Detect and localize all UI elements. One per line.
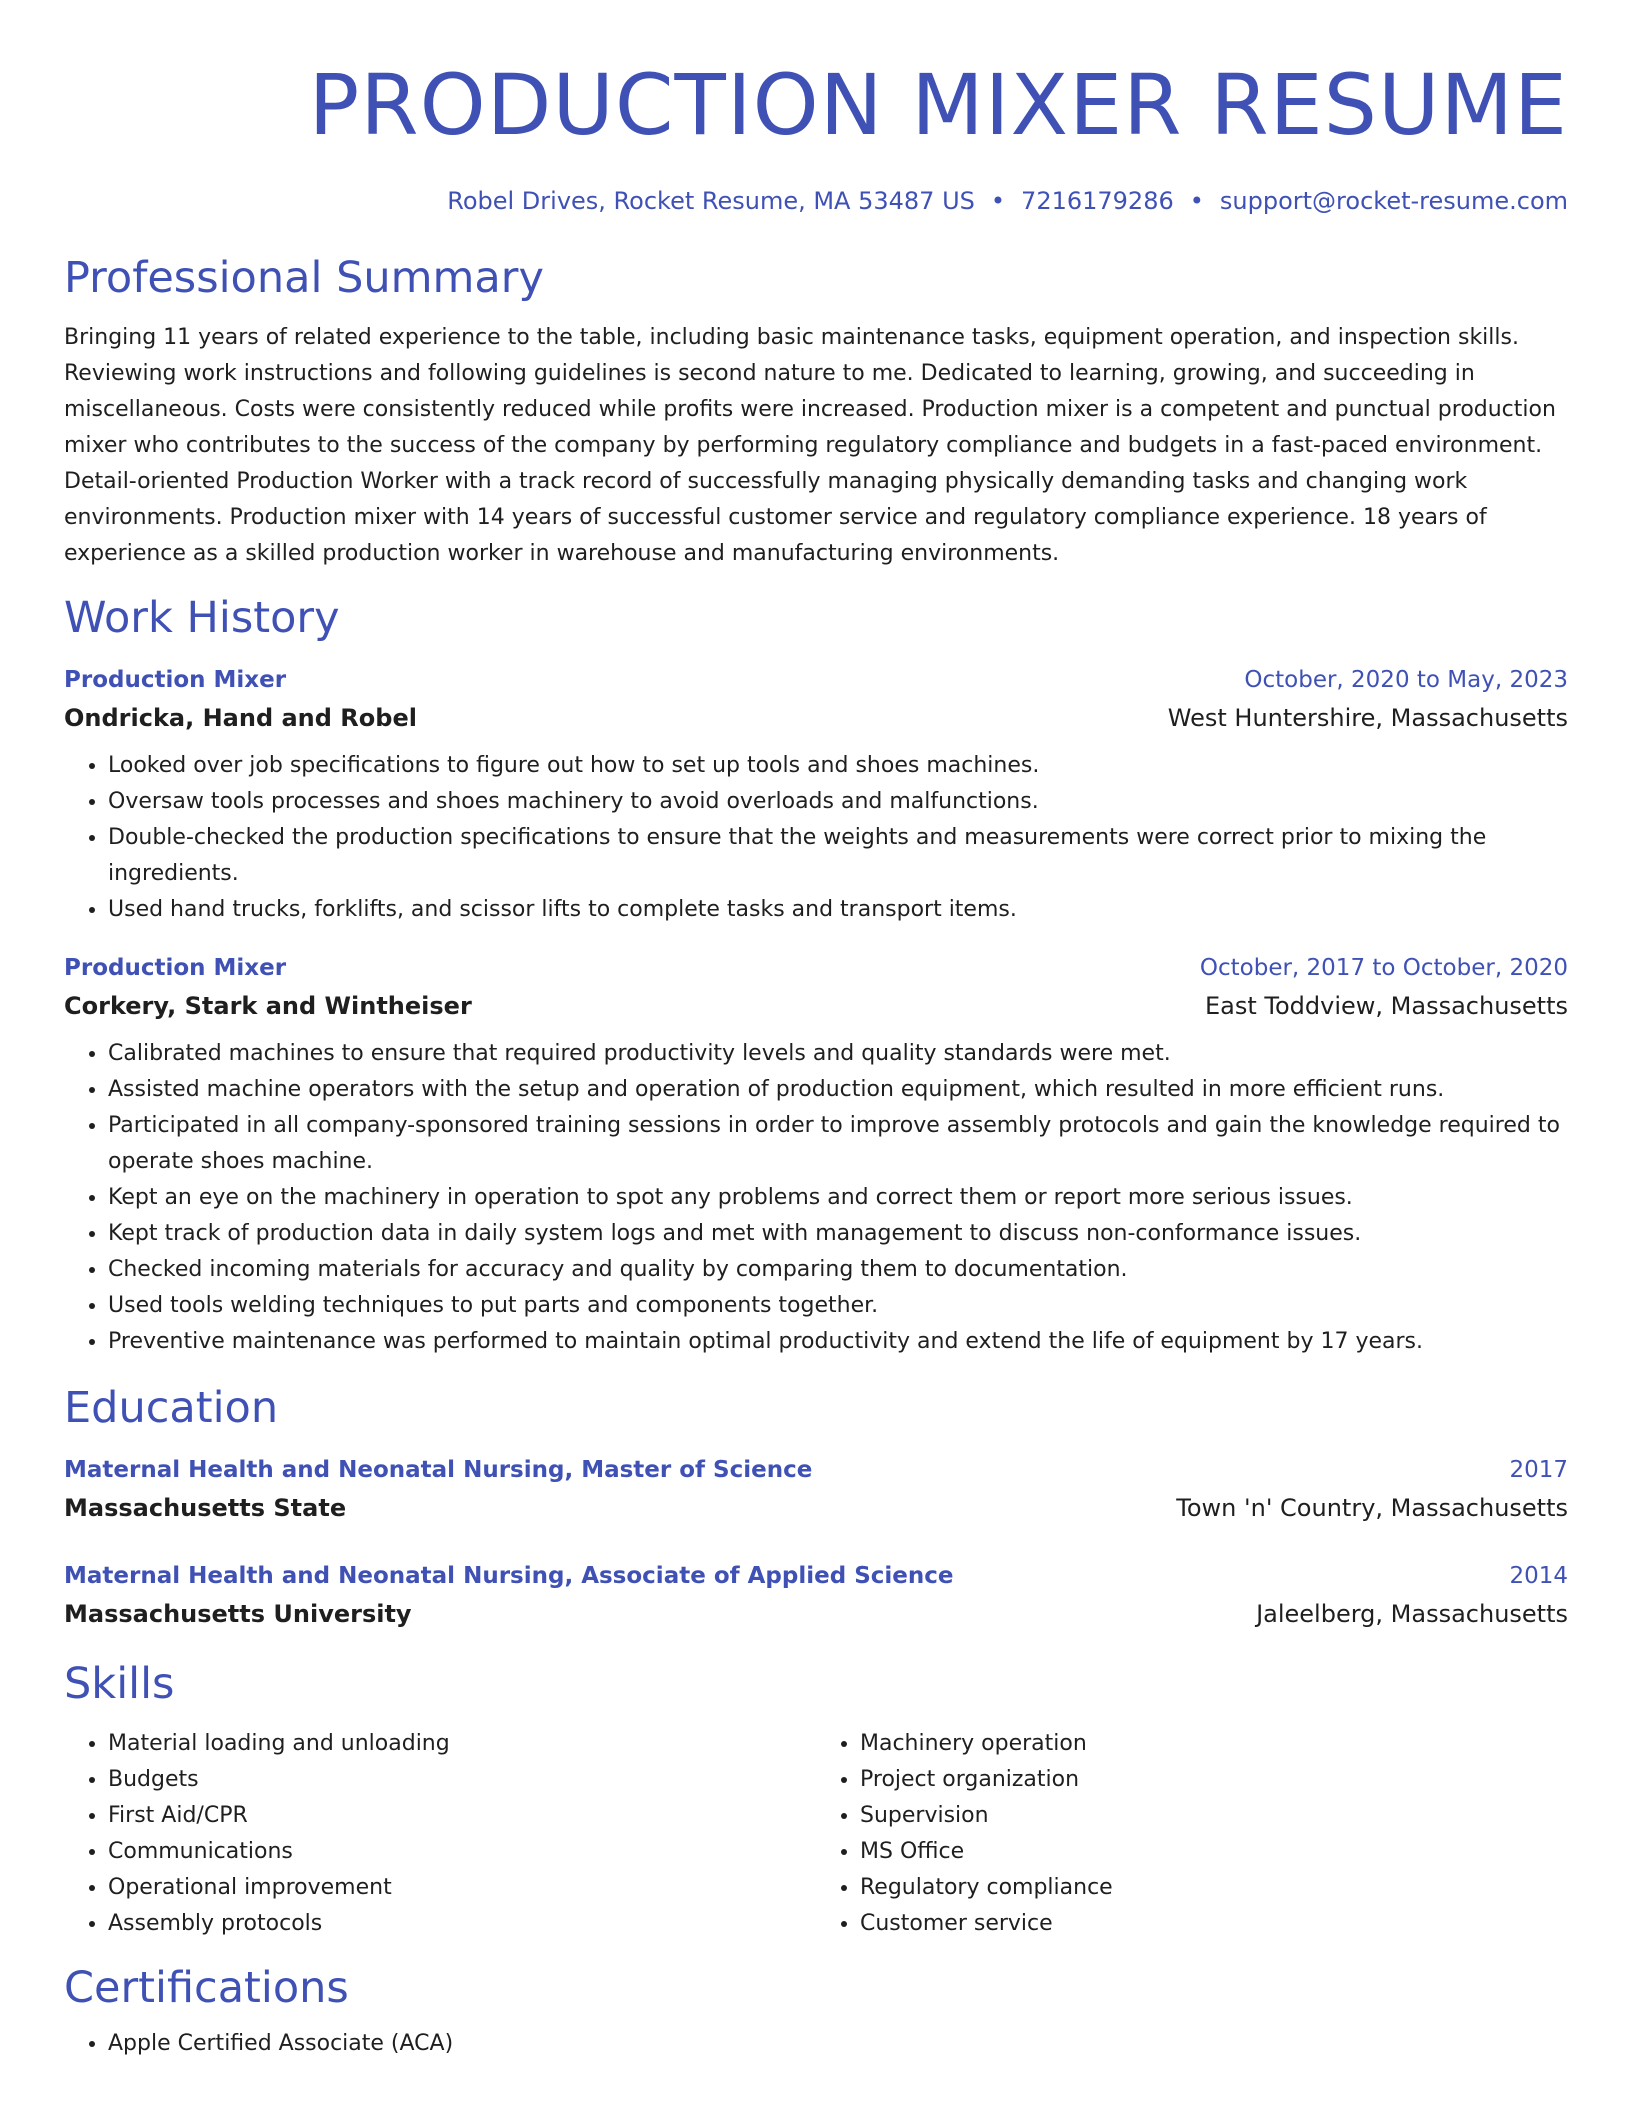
education-school: Massachusetts University: [64, 1600, 412, 1628]
contact-address: Robel Drives, Rocket Resume, MA 53487 US: [447, 187, 975, 215]
education-school-row: [64, 1594, 1568, 1634]
job-bullet: • Participated in all company-sponsored training sessions in order to improve assembly protocols and gain the knowledge required to operate shoes machine.: [108, 1108, 1568, 1180]
job-dates: October, 2017 to October, 2020: [1199, 955, 1568, 981]
skills-list-right: [816, 1726, 1568, 1942]
section-heading-summary: Professional Summary: [64, 253, 544, 303]
job-bullet: • Kept track of production data in daily system logs and met with management to discuss non-conformance issues.: [108, 1216, 1568, 1252]
education-degree-row: [64, 1452, 1568, 1488]
education-degree: Maternal Health and Neonatal Nursing, Master of Science: [64, 1457, 813, 1483]
skill-item: • Machinery operation: [860, 1726, 1568, 1762]
job-entry: [64, 662, 1568, 928]
job-title: Production Mixer: [64, 667, 287, 693]
job-title: Production Mixer: [64, 955, 287, 981]
job-bullet: • Preventive maintenance was performed to maintain optimal productivity and extend the life of equipment by 17 years.: [108, 1324, 1568, 1360]
resume-title: PRODUCTION MIXER RESUME: [308, 56, 1568, 154]
resume-header: [64, 0, 1568, 218]
skills-section: [64, 1656, 1568, 1942]
job-location: East Toddview, Massachusetts: [1204, 992, 1568, 1020]
contact-email: support@rocket-resume.com: [1219, 187, 1568, 215]
education-year: 2014: [1509, 1563, 1568, 1589]
job-company-row: [64, 698, 1568, 738]
job-entry: [64, 950, 1568, 1360]
job-bullet: • Assisted machine operators with the setup and operation of production equipment, which resulted in more efficient runs.: [108, 1072, 1568, 1108]
job-company-row: [64, 986, 1568, 1026]
skill-item: • Operational improvement: [108, 1870, 816, 1906]
job-bullet: • Double-checked the production specifications to ensure that the weights and measurements were correct prior to mixing the ingredients.: [108, 820, 1568, 892]
skills-list-left: [64, 1726, 816, 1942]
skill-item: • Customer service: [860, 1906, 1568, 1942]
skill-item: • MS Office: [860, 1834, 1568, 1870]
skill-item: • Budgets: [108, 1762, 816, 1798]
skill-item: • First Aid/CPR: [108, 1798, 816, 1834]
education-location: Jaleelberg, Massachusetts: [1256, 1600, 1568, 1628]
skills-grid: [64, 1726, 1568, 1942]
job-company: Ondricka, Hand and Robel: [64, 704, 417, 732]
job-bullet: • Looked over job specifications to figure out how to set up tools and shoes machines.: [108, 748, 1568, 784]
section-heading-education: Education: [64, 1383, 279, 1433]
job-bullet: • Calibrated machines to ensure that required productivity levels and quality standards were met.: [108, 1036, 1568, 1072]
contact-separator: •: [990, 187, 1006, 215]
job-title-row: [64, 662, 1568, 698]
contact-separator: •: [1189, 187, 1204, 215]
education-degree-row: [64, 1558, 1568, 1594]
certifications-list: [64, 2026, 1568, 2062]
skill-item: • Supervision: [860, 1798, 1568, 1834]
job-location: West Huntershire, Massachusetts: [1167, 704, 1568, 732]
job-bullet: • Used tools welding techniques to put parts and components together.: [108, 1288, 1568, 1324]
summary-text: Bringing 11 years of related experience to the table, including basic maintenance tasks, equipment operation, and inspection skills. Reviewing work instructions and following guidelines is second nature to me. Dedicated to learning, growing, and succeeding in miscellaneous. Costs were consistently reduced while profits were increased. Production mixer is a competent and punctual production mixer who contributes to the success of the company by performing regulatory compliance and budgets in a fast-paced environment. Detail-oriented Production Worker with a track record of successfully managing physically demanding tasks and changing work environments. Production mixer with 14 years of successful customer service and regulatory compliance experience. 18 years of experience as a skilled production worker in warehouse and manufacturing environments.: [64, 325, 1556, 566]
section-heading-work-history: Work History: [64, 593, 340, 643]
skill-item: • Project organization: [860, 1762, 1568, 1798]
education-school: Massachusetts State: [64, 1494, 347, 1522]
skill-item: • Communications: [108, 1834, 816, 1870]
section-heading-skills: Skills: [64, 1659, 175, 1709]
job-bullet: • Kept an eye on the machinery in operation to spot any problems and correct them or report more serious issues.: [108, 1180, 1568, 1216]
certifications-section: [64, 1960, 1568, 2062]
contact-line: [64, 184, 1568, 218]
education-school-row: [64, 1488, 1568, 1528]
skill-item: • Regulatory compliance: [860, 1870, 1568, 1906]
education-entry: [64, 1558, 1568, 1634]
job-bullets: [64, 1036, 1568, 1360]
job-bullets: [64, 748, 1568, 928]
education-entry: [64, 1452, 1568, 1528]
education-location: Town 'n' Country, Massachusetts: [1176, 1494, 1568, 1522]
skill-item: • Assembly protocols: [108, 1906, 816, 1942]
job-company: Corkery, Stark and Wintheiser: [64, 992, 472, 1020]
education-degree: Maternal Health and Neonatal Nursing, Associate of Applied Science: [64, 1563, 954, 1589]
job-bullet: • Checked incoming materials for accuracy and quality by comparing them to documentation.: [108, 1252, 1568, 1288]
certification-item: • Apple Certified Associate (ACA): [108, 2026, 1568, 2062]
education-year: 2017: [1509, 1457, 1568, 1483]
contact-phone: 7216179286: [1021, 187, 1174, 215]
education-section: [64, 1380, 1568, 1634]
skill-item: • Material loading and unloading: [108, 1726, 816, 1762]
work-history-section: [64, 590, 1568, 1360]
job-bullet: • Used hand trucks, forklifts, and scissor lifts to complete tasks and transport items.: [108, 892, 1568, 928]
summary-section: [64, 250, 1568, 572]
job-dates: October, 2020 to May, 2023: [1244, 667, 1568, 693]
job-title-row: [64, 950, 1568, 986]
job-bullet: • Oversaw tools processes and shoes machinery to avoid overloads and malfunctions.: [108, 784, 1568, 820]
section-heading-certifications: Certifications: [64, 1963, 349, 2013]
